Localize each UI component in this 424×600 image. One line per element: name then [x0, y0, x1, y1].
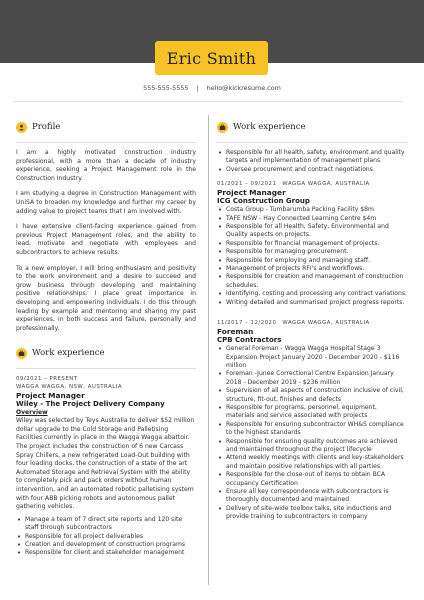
list-item: • Costa Group - Tumbarumba Packing Facility $8m	[217, 206, 407, 214]
list-item: • Writing detailed and summarised project progress reports.	[217, 299, 407, 307]
person-name: Eric Smith	[166, 48, 257, 68]
job-bullets	[16, 516, 196, 558]
briefcase-icon	[217, 122, 228, 133]
profile-section-heading	[16, 118, 196, 136]
profile-title: Profile	[32, 122, 61, 132]
list-item: • Responsible for managing procurement.	[217, 248, 407, 256]
right-column	[217, 118, 407, 528]
contact-line	[0, 84, 424, 92]
job-location: WAGGA WAGGA, AUSTRALIA	[282, 320, 370, 327]
job-company: CPB Contractors	[217, 336, 282, 345]
work-title: Work experience	[233, 122, 306, 132]
column-divider	[208, 115, 209, 585]
header-divider	[14, 101, 402, 102]
phone-number: 555-555-5555	[143, 84, 189, 92]
left-column	[16, 118, 196, 564]
list-item: • Responsible for client and stakeholder management	[16, 549, 196, 557]
job-entry	[16, 375, 196, 558]
list-item: • Responsible for financial management of projects.	[217, 240, 407, 248]
job-company: ICG Construction Group	[217, 197, 310, 206]
job-title: Project Manager	[16, 391, 85, 401]
list-item: • Oversee procurement and contract negotiations	[217, 166, 407, 174]
list-item: • Responsible for the close-out of items to obtain BCA occupancy Certification	[217, 471, 407, 488]
list-item: • Attend weekly meetings with clients and key-stakeholders and maintain positive relationships with all parties	[217, 454, 407, 471]
job-date-location	[217, 180, 407, 188]
list-item: • Foreman -Junee Correctional Centre Expansion January 2018 - December 2019 - $236 million	[217, 370, 407, 387]
list-item: • Ensure all key correspondence with subcontractors is thoroughly documented and maintained	[217, 488, 407, 505]
list-item: • Management of projects RFI's and workflows.	[217, 265, 407, 273]
section-rule	[16, 142, 196, 143]
list-item: • Responsible for creation and management of construction schedules.	[217, 273, 407, 290]
list-item: • General Foreman - Wagga Wagga Hospital Stage 3 Expansion Project January 2020 - December 2020 - $116 million	[217, 345, 407, 370]
list-item: • Identifying, costing and processing any contract variations.	[217, 290, 407, 298]
job-location: WAGGA WAGGA, AUSTRALIA	[282, 181, 370, 188]
job-date: 11/2017 – 12/2020	[217, 320, 277, 327]
list-item: • Responsible for all health, safety, environment and quality targets and implementation of management plans	[217, 149, 407, 166]
list-item: • Supervision of all aspects of construction inclusive of civil, structure, fit-out, finishes and defects	[217, 387, 407, 404]
list-item: • Creation and development of construction programs	[16, 541, 196, 549]
list-item: • Responsible for employing and managing staff.	[217, 257, 407, 265]
job-date-location	[217, 319, 407, 327]
work-title: Work experience	[32, 348, 105, 359]
job-title: Project Manager	[217, 188, 286, 198]
job-title: Foreman	[217, 327, 254, 337]
profile-paragraph: To a new employer, I will bring enthusiasm and positivity to the work environment and a desire to succeed and grow business through developing and maintaining positive relationships. I place great importance in developing and empowering individuals. I do this through leading by example and mentoring and sharing my past experiences, in both success and failure, personally and professionally.	[16, 264, 196, 332]
list-item: • Responsible for ensuring subcontractor WH&S compliance to the highest standards	[217, 421, 407, 438]
job-date: 01/2021 – 09/2021	[217, 181, 277, 188]
list-item: • TAFE NSW - Hay Connected Learning Centre $4m	[217, 215, 407, 223]
profile-paragraph: I am studying a degree in Construction Management with UniSA to broaden my knowledge and further my career by adding value to project teams that I am involved with.	[16, 190, 196, 215]
job-bullets	[217, 149, 407, 174]
job-entry	[217, 180, 407, 307]
briefcase-icon	[16, 348, 27, 359]
job-company: Wiley - The Project Delivery Company	[16, 400, 165, 409]
email-address[interactable]: hello@kickresume.com	[206, 84, 281, 92]
name-badge	[155, 41, 268, 75]
job-bullets	[217, 206, 407, 307]
list-item: • Manage a team of 7 direct site reports and 120 site staff through subcontractors	[16, 516, 196, 533]
job-description: Wiley was selected by Teys Australia to deliver $52 million dollar upgrade to the Cold Storage and Palletising Facilities currently in place in the Wagga Wagga abattoir. The project includes the construction of 6 new Carcass Spray Chillers, a new refrigerated Load-Out building with four loading docks, the construction of a state of the art Automated Storage and Retrieval System with the ability to completely pick and pack orders without human intervention, and an automated robotic palletising system with four ABB picking robots and autonomous pallet gathering vehicles.	[16, 417, 195, 511]
job-bullets	[217, 345, 407, 522]
overview-label: Overview	[16, 409, 48, 417]
list-item: • Responsible for programs, personnel, equipment, materials and service associated with projects	[217, 404, 407, 421]
list-item: • Responsible for ensuring quality outcomes are achieved and maintained throughout the project lifecycle	[217, 438, 407, 455]
work-section-heading	[217, 118, 407, 136]
work-section-heading	[16, 344, 196, 362]
list-item: • Responsible for all project deliverables	[16, 533, 196, 541]
section-rule	[217, 142, 407, 143]
section-rule	[16, 368, 196, 369]
profile-paragraph: I have extensive client-facing experience gained from previous Project Management roles, and the ability to lead, motivate and negotiate with employees and subcontractors to achieve results.	[16, 223, 196, 256]
contact-separator: |	[196, 84, 199, 92]
list-item: • Responsible for all Health, Safety, Environmental and Quality aspects on projects.	[217, 223, 407, 240]
list-item: • Delivery of site-wide toolbox talks, site inductions and provide training to subcontractors in company	[217, 505, 407, 522]
profile-paragraph: I am a highly motivated construction industry professional, with a more than a decade of industry experience, seeking a Project Management role in the Construction Industry.	[16, 149, 196, 182]
job-date: 09/2021 – PRESENT	[16, 376, 78, 383]
person-icon	[16, 122, 27, 133]
job-location: WAGGA WAGGA, NSW, AUSTRALIA	[16, 384, 123, 391]
job-entry	[217, 319, 407, 522]
